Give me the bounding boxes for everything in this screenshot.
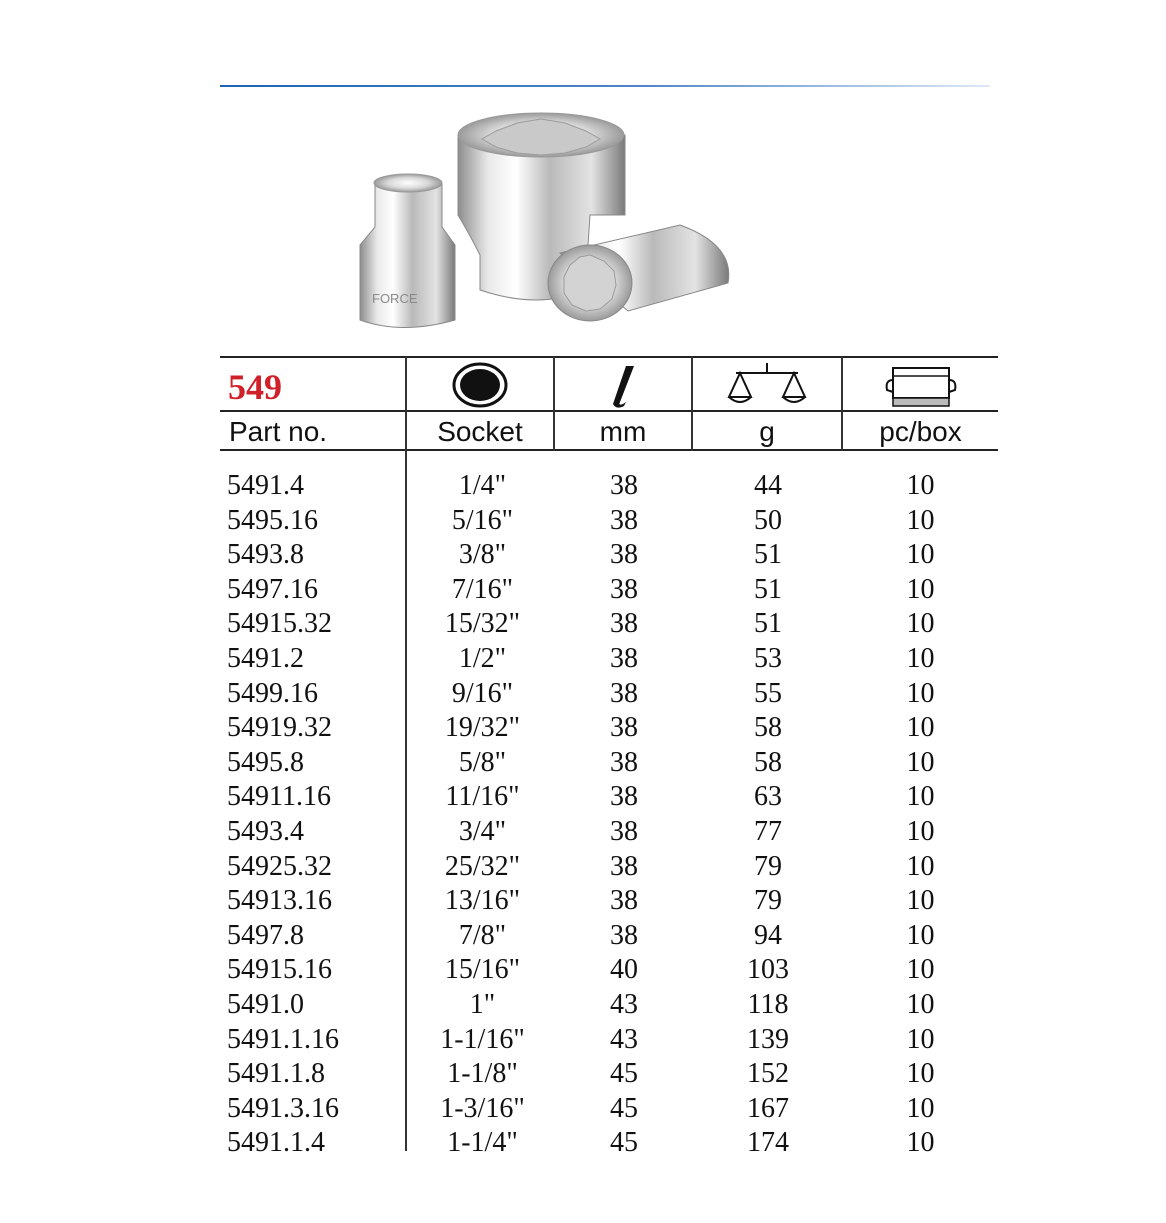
weight-g: 118	[747, 988, 789, 1020]
length-mm: 38	[610, 919, 638, 951]
length-mm: 38	[610, 677, 638, 709]
weight-g: 77	[754, 815, 782, 847]
weight-g: 79	[754, 885, 782, 917]
table-row	[220, 538, 998, 573]
part-number: 54919.32	[227, 712, 332, 744]
column-header-mm: mm	[599, 416, 647, 447]
weight-g: 103	[747, 954, 789, 986]
part-number: 5497.16	[227, 573, 318, 605]
weight-g: 51	[754, 608, 782, 640]
pieces-per-box: 10	[906, 1058, 935, 1090]
socket-size: 7/8"	[458, 919, 507, 951]
length-mm: 38	[610, 815, 638, 847]
part-number: 5493.4	[227, 815, 304, 847]
top-divider	[220, 85, 990, 87]
length-mm: 43	[610, 988, 638, 1020]
round-socket-icon	[407, 358, 553, 412]
pieces-per-box: 10	[906, 642, 935, 674]
pieces-per-box: 10	[906, 885, 935, 917]
length-mm: 43	[610, 1023, 638, 1055]
table-row	[220, 573, 998, 608]
column-header-part-no: Part no.	[229, 416, 328, 447]
weight-g: 58	[754, 712, 782, 744]
length-mm: 38	[610, 504, 638, 536]
socket-size: 3/8"	[458, 539, 507, 571]
weight-g: 55	[754, 677, 782, 709]
socket-size: 1-1/8"	[447, 1058, 518, 1090]
weight-g: 53	[754, 642, 782, 674]
socket-size: 1-1/4"	[447, 1127, 518, 1159]
socket-size: 1"	[469, 988, 496, 1020]
weight-g: 63	[754, 781, 782, 813]
column-header-g: g	[759, 416, 775, 447]
part-number: 54911.16	[227, 781, 331, 813]
pieces-per-box: 10	[906, 539, 935, 571]
series-number: 549	[228, 367, 282, 407]
weight-g: 139	[747, 1023, 789, 1055]
pieces-per-box: 10	[906, 608, 935, 640]
length-mm: 38	[610, 608, 638, 640]
length-mm: 38	[610, 850, 638, 882]
socket-size: 1-1/16"	[440, 1023, 525, 1055]
table-row	[220, 988, 998, 1023]
table-body	[220, 469, 998, 1161]
pieces-per-box: 10	[906, 677, 935, 709]
box-icon	[843, 358, 998, 412]
balance-scale-icon	[693, 358, 841, 412]
column-header-socket: Socket	[437, 416, 523, 447]
table-row	[220, 953, 998, 988]
length-mm: 38	[610, 746, 638, 778]
pieces-per-box: 10	[906, 954, 935, 986]
socket-size: 1-3/16"	[440, 1092, 525, 1124]
part-number: 5491.0	[227, 988, 304, 1020]
length-mm: 38	[610, 539, 638, 571]
length-mm: 45	[610, 1092, 638, 1124]
length-mm: 38	[610, 573, 638, 605]
part-number: 54915.16	[227, 954, 332, 986]
part-number: 5499.16	[227, 677, 318, 709]
table-row	[220, 1057, 998, 1092]
length-mm: 38	[610, 885, 638, 917]
length-mm: 38	[610, 781, 638, 813]
socket-size: 11/16"	[445, 781, 520, 813]
table-row	[220, 780, 998, 815]
table-row	[220, 850, 998, 885]
part-number: 5497.8	[227, 919, 304, 951]
weight-g: 79	[754, 850, 782, 882]
socket-size: 7/16"	[451, 573, 514, 605]
socket-size: 5/8"	[458, 746, 507, 778]
table-row	[220, 469, 998, 504]
length-mm: 45	[610, 1127, 638, 1159]
pieces-per-box: 10	[906, 988, 935, 1020]
svg-text:FORCE: FORCE	[372, 291, 418, 306]
column-header-pc-box: pc/box	[879, 416, 962, 447]
pieces-per-box: 10	[906, 712, 935, 744]
pieces-per-box: 10	[906, 850, 935, 882]
socket-size: 15/32"	[444, 608, 521, 640]
table-row	[220, 884, 998, 919]
socket-size: 5/16"	[451, 504, 514, 536]
socket-size: 1/4"	[458, 470, 507, 501]
weight-g: 50	[754, 504, 782, 536]
socket-size: 3/4"	[458, 815, 507, 847]
part-number: 5495.8	[227, 746, 304, 778]
length-mm: 38	[610, 712, 638, 744]
table-row	[220, 815, 998, 850]
table-row	[220, 677, 998, 712]
part-number: 5491.4	[227, 470, 304, 501]
table-row	[220, 504, 998, 539]
weight-g: 51	[754, 539, 782, 571]
pieces-per-box: 10	[906, 1092, 935, 1124]
part-number: 54913.16	[227, 885, 332, 917]
weight-g: 167	[747, 1092, 789, 1124]
table-row	[220, 607, 998, 642]
part-number: 5491.1.16	[227, 1023, 339, 1055]
table-row	[220, 711, 998, 746]
table-row	[220, 1092, 998, 1127]
weight-g: 94	[754, 919, 782, 951]
part-number: 54925.32	[227, 850, 332, 882]
length-mm: 38	[610, 470, 638, 501]
weight-g: 58	[754, 746, 782, 778]
socket-size: 9/16"	[451, 677, 514, 709]
table-row	[220, 1126, 998, 1161]
table-row	[220, 746, 998, 781]
part-number: 54915.32	[227, 608, 332, 640]
table-row	[220, 1023, 998, 1058]
socket-size: 15/16"	[444, 954, 521, 986]
socket-size: 1/2"	[458, 642, 507, 674]
length-mm: 45	[610, 1058, 638, 1090]
part-number: 5491.2	[227, 642, 304, 674]
weight-g: 51	[754, 573, 782, 605]
weight-g: 152	[747, 1058, 789, 1090]
part-number: 5491.1.8	[227, 1058, 325, 1090]
pieces-per-box: 10	[906, 470, 935, 501]
part-number: 5491.1.4	[227, 1127, 325, 1159]
pieces-per-box: 10	[906, 1023, 935, 1055]
pieces-per-box: 10	[906, 919, 935, 951]
socket-size: 19/32"	[444, 712, 521, 744]
part-number: 5493.8	[227, 539, 304, 571]
length-l-icon	[555, 358, 691, 412]
table-row	[220, 642, 998, 677]
weight-g: 174	[747, 1127, 789, 1159]
length-mm: 38	[610, 642, 638, 674]
pieces-per-box: 10	[906, 815, 935, 847]
part-number: 5491.3.16	[227, 1092, 339, 1124]
weight-g: 44	[754, 470, 782, 501]
pieces-per-box: 10	[906, 746, 935, 778]
length-mm: 40	[610, 954, 638, 986]
part-number: 5495.16	[227, 504, 318, 536]
pieces-per-box: 10	[906, 781, 935, 813]
socket-size: 13/16"	[444, 885, 521, 917]
pieces-per-box: 10	[906, 573, 935, 605]
pieces-per-box: 10	[906, 1127, 935, 1159]
header-rule	[220, 449, 998, 451]
table-row	[220, 919, 998, 954]
product-photo	[350, 105, 750, 340]
socket-size: 25/32"	[444, 850, 521, 882]
pieces-per-box: 10	[906, 504, 935, 536]
